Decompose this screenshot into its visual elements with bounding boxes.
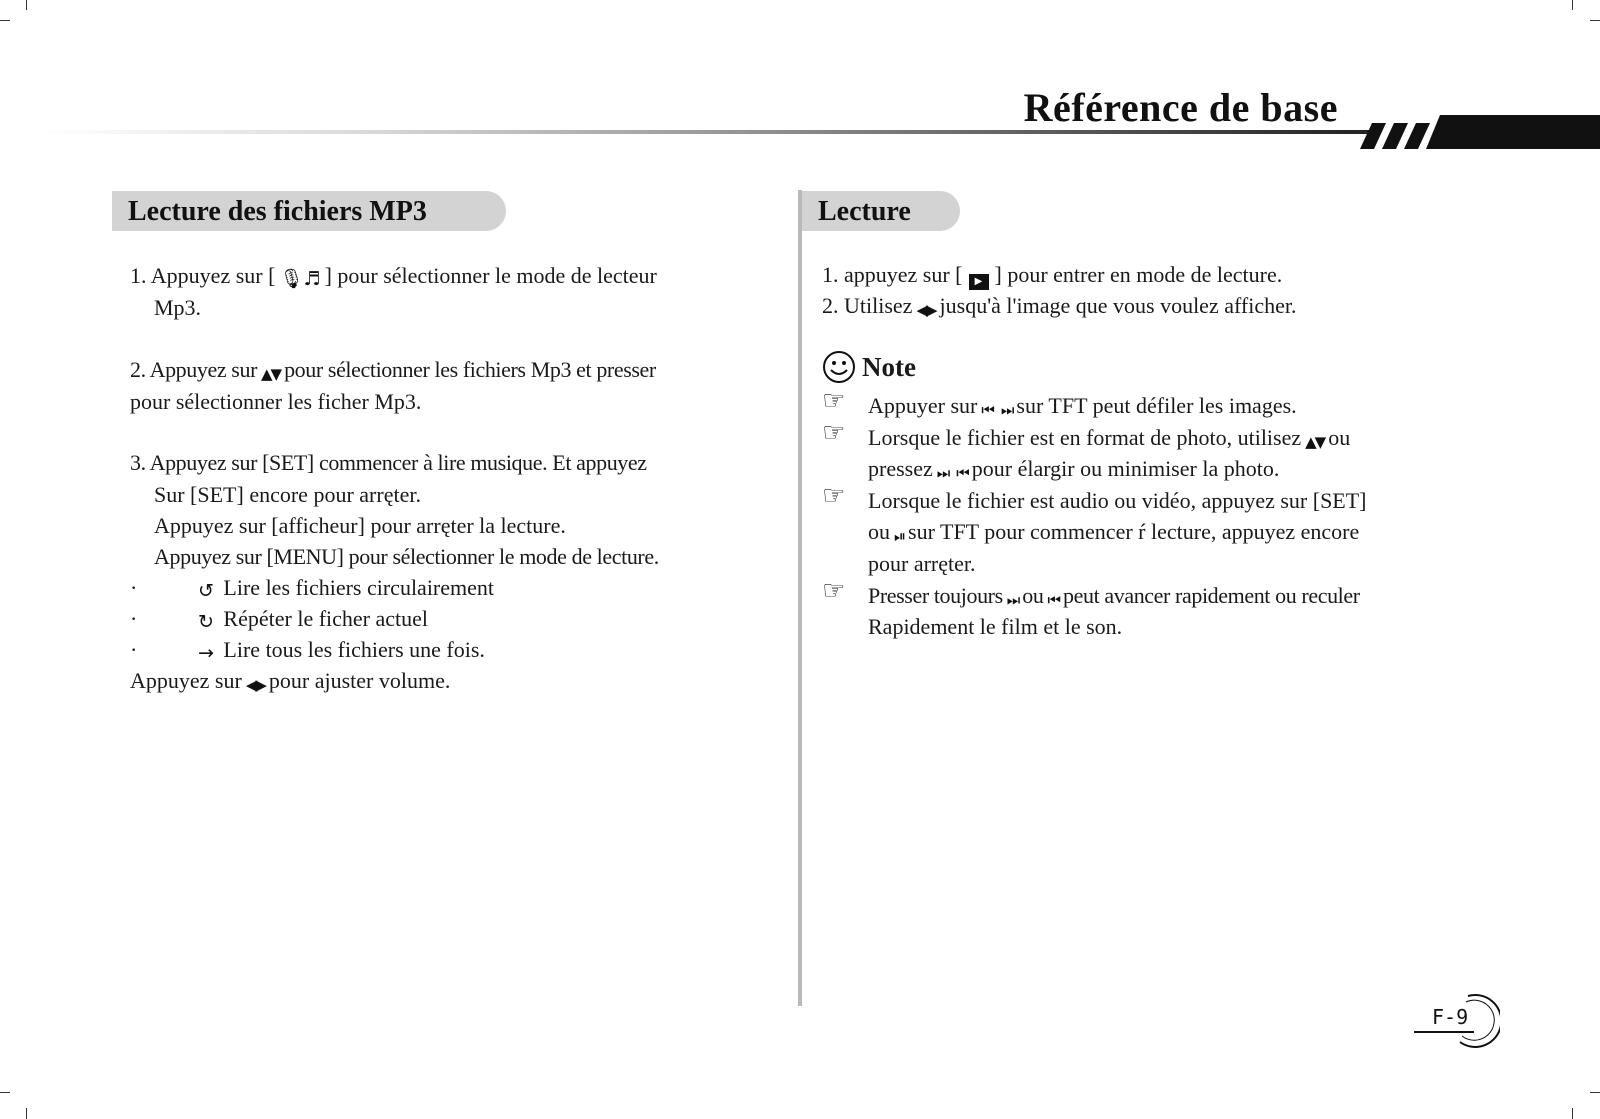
crop-mark [26, 1108, 27, 1119]
crop-mark [0, 1092, 10, 1093]
header-stripes-decoration [1360, 113, 1600, 149]
list-item: Appuyez sur [afficheur] pour arręter la lecture. [154, 513, 566, 538]
crop-mark [1572, 1108, 1573, 1119]
list-item [130, 637, 137, 663]
list-item: ↻ Répéter le ficher actuel [198, 606, 429, 633]
list-item: 2. Utilisez ◀▶ jusqu'à l'image que vous voulez afficher. [822, 293, 1297, 323]
play-pause-icon: ⏯ [894, 527, 905, 545]
list-item: pour sélectionner les ficher Mp3. [130, 389, 422, 414]
previous-icon: ⏮ [981, 401, 993, 419]
note-item: Rapidement le film et le son. [868, 614, 1123, 639]
left-right-arrow-icon: ◀▶ [916, 301, 936, 319]
repeat-all-icon: ↺ [198, 580, 214, 602]
list-item [130, 575, 137, 601]
crop-mark [0, 20, 10, 21]
list-item: Appuyez sur [MENU] pour sélectionner le mode de lecture. [154, 544, 659, 569]
page-title: Référence de base [1023, 85, 1338, 130]
repeat-one-icon: ↻ [198, 611, 214, 633]
bullet: · [130, 606, 138, 631]
smiley-icon [822, 350, 856, 384]
pointing-hand-icon: ☞ [822, 386, 846, 416]
pointing-hand-icon: ☞ [822, 576, 845, 606]
list-item: 1. appuyez sur [ ▶ ] pour entrer en mode de lecture. [822, 262, 1282, 290]
crop-mark [1590, 20, 1600, 21]
section-title-lecture: Lecture [802, 191, 960, 231]
crop-mark [26, 0, 27, 10]
left-right-arrow-icon: ◀▶ [245, 676, 265, 694]
section-title-mp3: Lecture des fichiers MP3 [112, 191, 506, 231]
next-icon: ⏭ [1000, 401, 1013, 419]
list-item: 3. Appuyez sur [SET] commencer à lire musique. Et appuyez [130, 450, 647, 475]
list-item: ↺ Lire les fichiers circulairement [198, 575, 495, 602]
note-title: Note [862, 352, 916, 382]
play-box-icon: ▶ [969, 274, 989, 290]
crop-mark [1572, 0, 1573, 10]
next-icon: ⏭ [936, 464, 949, 482]
previous-icon: ⏮ [1047, 591, 1059, 609]
bullet: · [130, 575, 138, 600]
note-item: pressez ⏭ ⏮ pour élargir ou minimiser la photo. [868, 456, 1279, 486]
note-item: pour arręter. [868, 551, 976, 576]
note-item: ou ⏯ sur TFT pour commencer ŕ lecture, appuyez encore [868, 519, 1359, 549]
mic-music-icon: 🎙♬ [279, 268, 321, 290]
list-item [130, 606, 137, 632]
column-divider [798, 190, 802, 1006]
list-item: 1. Appuyez sur [ 🎙♬ ] pour sélectionner le mode de lecteur [130, 263, 657, 290]
arrow-right-icon: → [198, 642, 214, 664]
up-down-arrow-icon: ▲▼ [1305, 433, 1325, 451]
list-item: Appuyez sur ◀▶ pour ajuster volume. [130, 668, 450, 698]
bullet: · [130, 637, 138, 662]
note-item: ☞ Lorsque le fichier est audio ou vidéo, appuyez sur [SET] [822, 481, 1367, 513]
list-item: → Lire tous les fichiers une fois. [198, 637, 485, 664]
list-item: Mp3. [154, 295, 202, 320]
page-number: F-9 [1432, 1005, 1469, 1029]
list-item: Sur [SET] encore pour arręter. [154, 482, 421, 507]
note-item: ☞ Appuyer sur ⏮ ⏭ sur TFT peut défiler les images. [868, 393, 1297, 423]
note-item: ☞ Presser toujours ⏭ ou ⏮ peut avancer rapidement ou reculer [868, 583, 1360, 613]
crop-mark [1590, 1092, 1600, 1093]
next-icon: ⏭ [1006, 591, 1019, 609]
previous-icon: ⏮ [956, 464, 968, 482]
pointing-hand-icon: ☞ [822, 481, 846, 511]
note-item: ☞ Lorsque le fichier est en format de photo, utilisez ▲▼ ou [868, 425, 1350, 455]
up-down-arrow-icon: ▲▼ [261, 365, 281, 383]
pointing-hand-icon: ☞ [822, 418, 846, 448]
list-item: 2. Appuyez sur ▲▼ pour sélectionner les fichiers Mp3 et presser [130, 357, 656, 387]
